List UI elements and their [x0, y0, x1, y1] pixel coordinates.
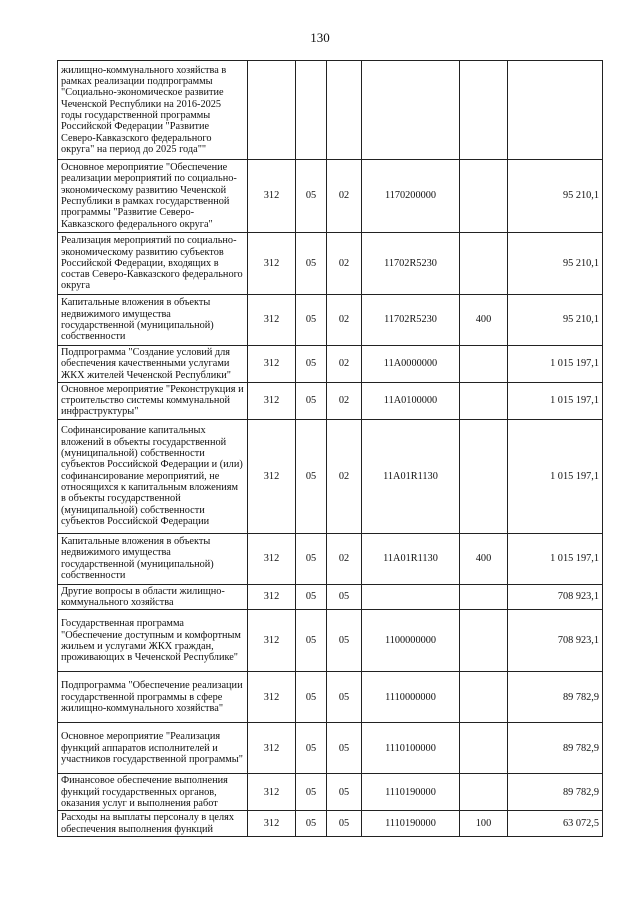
cell-section: 05 [296, 584, 327, 610]
cell-expense-type [460, 672, 508, 723]
cell-name: Реализация мероприятий по социально-экономическому развитию субъектов Российской Федерации, входящих в состав Северо-Кавказского федерального округа [58, 233, 248, 295]
table-row [58, 584, 603, 610]
cell-target-article: 11702R5230 [362, 295, 460, 346]
cell-subsection: 02 [327, 346, 362, 383]
cell-subsection: 02 [327, 382, 362, 419]
cell-section: 05 [296, 774, 327, 811]
cell-ministry: 312 [248, 233, 296, 295]
cell-name: Капитальные вложения в объекты недвижимого имущества государственной (муниципальной) собственности [58, 533, 248, 584]
table-row [58, 295, 603, 346]
cell-expense-type: 400 [460, 533, 508, 584]
cell-section: 05 [296, 295, 327, 346]
cell-subsection: 02 [327, 533, 362, 584]
cell-subsection [327, 61, 362, 160]
cell-amount: 708 923,1 [508, 610, 603, 672]
cell-target-article: 1100000000 [362, 610, 460, 672]
table-row [58, 533, 603, 584]
cell-target-article [362, 584, 460, 610]
cell-target-article: 1110190000 [362, 774, 460, 811]
cell-section: 05 [296, 723, 327, 774]
cell-ministry: 312 [248, 584, 296, 610]
cell-target-article: 11702R5230 [362, 233, 460, 295]
cell-name: Основное мероприятие "Реконструкция и строительство системы коммунальной инфраструктуры" [58, 382, 248, 419]
table-row [58, 419, 603, 533]
cell-ministry: 312 [248, 533, 296, 584]
cell-expense-type: 100 [460, 811, 508, 837]
cell-section: 05 [296, 610, 327, 672]
cell-amount: 1 015 197,1 [508, 533, 603, 584]
cell-target-article: 11А0000000 [362, 346, 460, 383]
cell-ministry: 312 [248, 382, 296, 419]
table-row [58, 160, 603, 233]
cell-expense-type [460, 160, 508, 233]
cell-amount: 1 015 197,1 [508, 346, 603, 383]
cell-ministry: 312 [248, 295, 296, 346]
cell-section: 05 [296, 233, 327, 295]
cell-ministry: 312 [248, 723, 296, 774]
cell-expense-type [460, 61, 508, 160]
cell-section: 05 [296, 811, 327, 837]
cell-name: Подпрограмма "Обеспечение реализации государственной программы в сфере жилищно-коммунального хозяйства" [58, 672, 248, 723]
cell-ministry: 312 [248, 346, 296, 383]
table-row [58, 382, 603, 419]
cell-target-article [362, 61, 460, 160]
cell-ministry: 312 [248, 160, 296, 233]
cell-amount: 89 782,9 [508, 774, 603, 811]
cell-subsection: 02 [327, 295, 362, 346]
cell-subsection: 02 [327, 233, 362, 295]
budget-table-body [58, 61, 603, 837]
cell-subsection: 05 [327, 584, 362, 610]
cell-expense-type [460, 610, 508, 672]
cell-section: 05 [296, 672, 327, 723]
cell-amount: 1 015 197,1 [508, 382, 603, 419]
cell-amount: 95 210,1 [508, 233, 603, 295]
cell-name: Подпрограмма "Создание условий для обеспечения качественными услугами ЖКХ жителей Чеченской Республики" [58, 346, 248, 383]
cell-amount: 95 210,1 [508, 295, 603, 346]
cell-ministry: 312 [248, 419, 296, 533]
cell-subsection: 05 [327, 774, 362, 811]
cell-amount: 1 015 197,1 [508, 419, 603, 533]
cell-name: Основное мероприятие "Реализация функций аппаратов исполнителей и участников государственной программы" [58, 723, 248, 774]
cell-amount: 89 782,9 [508, 672, 603, 723]
cell-expense-type: 400 [460, 295, 508, 346]
cell-expense-type [460, 584, 508, 610]
cell-section: 05 [296, 346, 327, 383]
cell-amount: 89 782,9 [508, 723, 603, 774]
cell-subsection: 05 [327, 610, 362, 672]
cell-name: Другие вопросы в области жилищно-коммунального хозяйства [58, 584, 248, 610]
cell-target-article: 11А01R1130 [362, 533, 460, 584]
cell-ministry: 312 [248, 672, 296, 723]
cell-expense-type [460, 382, 508, 419]
cell-target-article: 1110100000 [362, 723, 460, 774]
cell-target-article: 1110190000 [362, 811, 460, 837]
cell-target-article: 11А01R1130 [362, 419, 460, 533]
cell-section: 05 [296, 160, 327, 233]
cell-section: 05 [296, 382, 327, 419]
cell-name: Расходы на выплаты персоналу в целях обеспечения выполнения функций [58, 811, 248, 837]
cell-amount: 95 210,1 [508, 160, 603, 233]
cell-subsection: 05 [327, 811, 362, 837]
cell-name: Государственная программа "Обеспечение доступным и комфортным жильем и услугами ЖКХ граждан, проживающих в Чеченской Республике" [58, 610, 248, 672]
cell-expense-type [460, 774, 508, 811]
cell-ministry: 312 [248, 811, 296, 837]
cell-name: Основное мероприятие "Обеспечение реализации мероприятий по социально-экономическому развитию Чеченской Республики в рамках государственной программы "Развитие Северо-Кавказского федерального округа" [58, 160, 248, 233]
budget-table [57, 60, 603, 837]
cell-amount: 63 072,5 [508, 811, 603, 837]
table-row [58, 811, 603, 837]
cell-ministry: 312 [248, 774, 296, 811]
cell-ministry [248, 61, 296, 160]
cell-amount [508, 61, 603, 160]
table-row [58, 61, 603, 160]
cell-name: Финансовое обеспечение выполнения функций государственных органов, оказания услуг и выполнения работ [58, 774, 248, 811]
cell-expense-type [460, 723, 508, 774]
cell-expense-type [460, 419, 508, 533]
cell-name: жилищно-коммунального хозяйства в рамках реализации подпрограммы "Социально-экономическое развитие Чеченской Республики на 2016-2025 годы государственной программы Российской Федерации "Развитие Северо-Кавказского федерального округа" на период до 2025 года"" [58, 61, 248, 160]
cell-subsection: 05 [327, 672, 362, 723]
cell-section: 05 [296, 419, 327, 533]
page-number: 130 [310, 30, 330, 45]
table-row [58, 672, 603, 723]
table-row [58, 346, 603, 383]
cell-target-article: 1170200000 [362, 160, 460, 233]
table-row [58, 610, 603, 672]
cell-subsection: 02 [327, 419, 362, 533]
cell-ministry: 312 [248, 610, 296, 672]
cell-expense-type [460, 233, 508, 295]
table-row [58, 723, 603, 774]
cell-section [296, 61, 327, 160]
cell-expense-type [460, 346, 508, 383]
cell-name: Софинансирование капитальных вложений в объекты государственной (муниципальной) собственности субъектов Российской Федерации и (или) софинансирование мероприятий, не относящихся к капитальным вложениям в объекты государственной (муниципальной) собственности субъектов Российской Федерации [58, 419, 248, 533]
cell-subsection: 05 [327, 723, 362, 774]
cell-section: 05 [296, 533, 327, 584]
cell-subsection: 02 [327, 160, 362, 233]
cell-amount: 708 923,1 [508, 584, 603, 610]
cell-target-article: 1110000000 [362, 672, 460, 723]
cell-name: Капитальные вложения в объекты недвижимого имущества государственной (муниципальной) собственности [58, 295, 248, 346]
cell-target-article: 11А0100000 [362, 382, 460, 419]
table-row [58, 233, 603, 295]
table-row [58, 774, 603, 811]
